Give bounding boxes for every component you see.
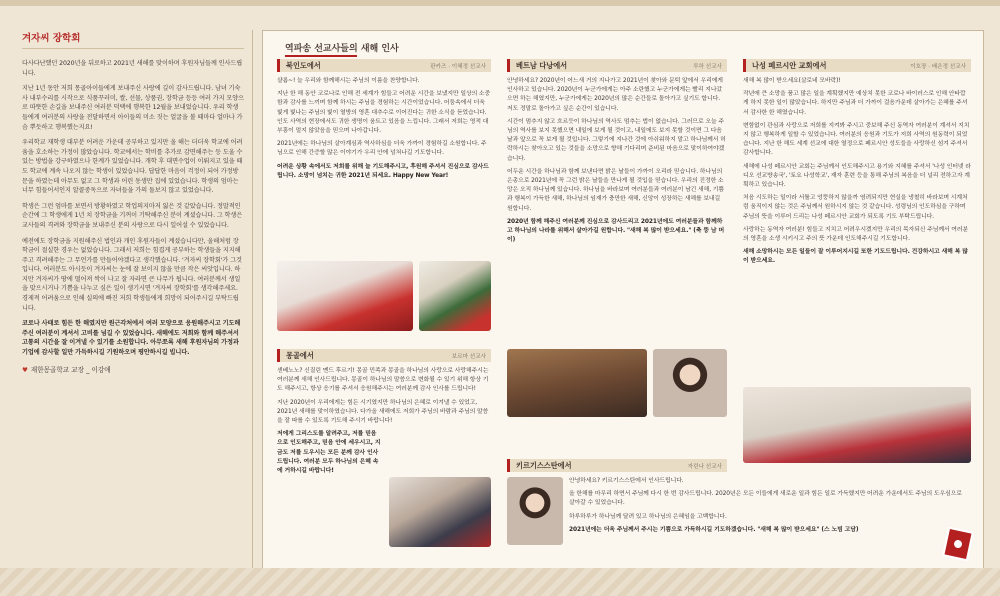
bottom-pattern (0, 568, 1000, 596)
paragraph: 새해 복 많이 받으세요(살로네 모바락)! (743, 78, 841, 84)
top-stripe (0, 0, 1000, 6)
paragraph: 하루하루가 하나님께 달려 있고 하나님의 은혜임을 고백합니다. (569, 513, 727, 520)
section-body-north-india (277, 77, 491, 181)
paragraph: 올 한해를 마무리 하면서 주님께 다시 한 번 감사드립니다. 2020년은 모든 이들에게 새로운 일과 힘든 일로 가득했지만 어려운 가운데서도 주님의 도우심으로 살아갈 수 있었습니다. (569, 491, 962, 507)
section-title: 베트남 다낭에서 (516, 61, 568, 70)
vietnam-church-photo (507, 349, 647, 417)
signature-text: 재한몽골학교 교장 _ 이강애 (30, 365, 111, 374)
column-title: 겨자씨 장학회 (22, 30, 244, 49)
bold-paragraph: 2021년에는 더욱 주님께서 주시는 기쁨으로 가득하시길 기도하겠습니다. "새해 복 많이 받으세요" (스 노빔 고담) (569, 526, 859, 533)
paragraph: 센베노노? 신질린 멘드 후르기! 몽골 민족과 몽골을 하나님의 사랑으로 사랑해주시는 여러분께 새해 인사드립니다. 몽골이 하나님의 말씀으로 변화될 수 있기 위해 항상 기도 해주시고, 항상 응기를 주셔서 응원해주시는 여러분께 감사 인사를 드립니다! (277, 368, 489, 393)
north-india-group-photo (277, 261, 413, 331)
column-3 (743, 59, 971, 271)
column-1 (277, 59, 491, 185)
new-year-stamp-icon (942, 527, 974, 562)
signature (22, 364, 244, 374)
section-header-kyrgyzstan (507, 459, 727, 472)
bold-paragraph: 어려운 상황 속에서도 저희를 위해 늘 기도해주시고, 후원해 주셔서 진심으로 감사드립니다. 소망이 넘치는 귀한 2021년 되세요. Happy New Year! (277, 163, 489, 179)
section-title: 몽골에서 (286, 351, 314, 360)
section-author: 자린나 선교사 (687, 464, 722, 470)
paragraph: 예전에도 장학금을 지원해주신 법인과 개인 후원자들이 계셨습니다만, 올해처럼 장학금이 절실한 경우는 없었습니다. 그래서 저희는 힘겹게 공부하는 학생들을 지지해주고 격려해주는 그 무언가를 만들어야겠다고 생각했습니다. '겨자씨 장학회'가 그것입니다. 여러분도 아시듯이 겨자씨는 눈에 잘 보이지 않을 만큼 작은 씨앗입니다. 하지만 겨자씨가 땅에 떨어져 싹이 나고 잘 자라면 큰 나무가 됩니다. 여러분께서 생일을 맞으시거나 기쁨을 나누고 싶은 일이 생기시면 '겨자씨 장학회'를 생각해주세요. 경제적 어려움으로 인해 실의에 빠진 저희 학생들에게 희망이 되어주시길 부탁드립니다. (22, 237, 242, 312)
section-body-vietnam (507, 77, 727, 245)
paragraph: 학생은 그런 엄마를 보면서 방황하였고 학업의지마저 잃은 것 같았습니다. 정말적인 순간에 그 학생에게 1년 치 장학금을 기꺼이 기탁해주신 분이 계셨습니다. 그 학생은 교사들의 격려와 장학금을 보내주신 분의 사랑으로 다시 일어설 수 있었습니다. (22, 202, 243, 229)
paragraph: 작년에 큰 소망을 품고 많은 일을 계획했지만 예상치 못한 코로나 바이러스로 인해 안타깝게 하지 못한 일이 많았습니다. 하지만 주님과 더 가까이 걸음가운데 살아가는 은혜를 주셔서 감사한 한 해였습니다. (743, 91, 968, 116)
north-india-family-photo (419, 261, 491, 331)
section-title: 나성 페르시안 교회에서 (752, 61, 827, 70)
paragraph: 처음 시도하는 일이라 서툴고 엉뚱하지 않을까 염려되지만 현실을 냉철히 바라보며 시계처럼 움직이지 않는 것은 주님께서 원하시지 않는 것 같습니다. 성령님의 인도하심을 구하며 주님의 뜻을 이루어 드리는 나성 페르시안 교회가 되도록 기도 부탁드립니다. (743, 195, 968, 220)
vietnam-portrait-photo (653, 349, 727, 417)
section-header-persian-church (743, 59, 971, 72)
closing-paragraph: 코로나 사태로 힘든 한 해였지만 원근각처에서 여러 모양으로 응원해주시고 기도해주신 여러분이 계셔서 고비를 넘길 수 있었습니다. 새해에도 저희와 함께 해주셔서 고통의 시간을 잘 이겨낼 수 있기를 소원합니다. 아무쪼록 새해 후원자님의 가정과 기업에 감사할 일만 가득하시길 기원하오며 평안하시길 빕니다. (22, 320, 241, 357)
paragraph: 지난 1년 동안 저희 몽골아이들에게 보내주신 사랑에 깊이 감사드립니다. 남녀 기숙사 내부수리를 시작으로 식품꾸러미, 쌀, 선물, 상품권, 장학금 등등 여러 가지 모양으로 따뜻한 손길을 보내주신 여러분 덕택에 행복한 12월을 보내었습니다. 우리 학생들에게 여러분의 사랑을 전달하면서 아이들의 미소 짓는 얼굴을 볼 때마다 얼마나 가슴 뿌듯하고 행복했는지요! (22, 85, 244, 131)
paragraph: 사랑하는 동역자 여러분! 힘들고 지치고 어려우시겠지만 우리의 목자되신 주님께서 여러분의 영혼을 소생 시키시고 주의 뜻 가운데 인도해주시길 기도합니다. (743, 226, 969, 243)
paragraph: 샬롬~! 늘 우리와 함께해시는 주님의 이름을 찬양합니다. (277, 78, 420, 84)
mongolia-group-photo (389, 477, 491, 547)
heart-icon: ♥ (22, 365, 28, 374)
section-author: 이호장 · 배은정 선교사 (910, 64, 966, 70)
paragraph: 어두운 시간을 하나님과 함께 보낸다면 밝은 날들이 가까이 오리라 믿습니다. 하나님의 은총으로 2021년에 꼭 그런 밝은 날들을 만나게 될 것입을 믿습니다. 우리의 진정한 소망은 오직 하나님께 있습니다. 하나님을 바라보며 여러분들과 여러분이 남긴 새해, 기쁨과 행복이 가득한 새해, 하나님의 임재가 충만한 새해, 신앙이 성장하는 새해를 보내길 원합니다. (507, 168, 724, 212)
section-header-north-india (277, 59, 491, 72)
persian-church-group-photo (743, 387, 971, 463)
paragraph: 시간이 멈추지 않고 흐르듯이 하나님의 역사도 멈추는 법이 없습니다. 그러므로 오늘 주님의 역사를 보지 못했으면 내일에 보게 될 것이고, 내일에도 보지 못할 것이면 그 다음날과 앞으로 꼭 보게 될 것입니다. 그렇기에 지나간 것에 아쉬워하지 말고 하나님께서 허락하시는 찾아오고 있는 것들을 소망으로 향해 기다리며 준비된 마음으로 맞이하여야겠습니다. (507, 118, 726, 162)
section-body-mongolia (277, 367, 491, 426)
paragraph: 우리학교 재학생 대부분 어려운 가운데 공부하고 있지만 올 해는 더더욱 학교에 어려움을 호소하는 가정이 많았습니다. 학교에서는 학비를 추가로 감면해주는 등 도울 수 있는 방법을 강구하였으나 한계가 있었습니다. 개학 후 대면수업이 이뤄지고 있을 때도 학교에 계속 나오지 않는 학생이 있었습니다. 답답한 마음이 걱정이 되어 가정방문을 하였는데 아무도 없고 그 학생과 어린 동생만 집에 있었습니다. 학생의 엄마는 너무 힘들어서인지 알콜중독으로 자녀들을 가의 돌보지 않고 있었습니다. (22, 139, 243, 195)
missionary-greetings-panel (262, 30, 984, 570)
section-title: 북인도에서 (286, 61, 321, 70)
section-title: 키르기스스탄에서 (516, 461, 572, 470)
section-body-persian-church (743, 77, 971, 267)
kyrgyzstan-portrait-photo (507, 477, 563, 545)
column-divider (252, 30, 253, 570)
section-author: 보르마 선교사 (451, 354, 486, 360)
section-author: 판카즈 · 이혜정 선교사 (430, 64, 486, 70)
mustard-seed-column (22, 30, 244, 572)
paragraph: 지난 2020년이 우리에게는 힘든 시기였지만 하나님의 은혜로 이겨낼 수 있었고, 2021년 새해를 맞이하였습니다. 다가올 새해에도 저희가 주님의 바람과 주님의 말씀을 잘 따를 수 있도록 기도해 주시기 바랍니다! (277, 399, 489, 425)
paragraph: 새해에 나성 페르시안 교회는 주님께서 인도해주시고 용기와 지혜를 주셔서 '나성 인터넷 라디오 선교방송국', '토요 나성학교', 재자 훈련 등을 통해 주님의 복음을 더 널리 전하고자 계획하고 있습니다. (743, 163, 971, 189)
paragraph: 안녕하세요? 2020년이 어느새 거의 지나가고 2021년이 찾아와 문턱 앞에서 우리에게 인사하고 있습니다. 2020년이 누군가에게는 아주 소란했고 누군가에게는 빨리 지나갔으면 하는 해였지만, 누군가에게는 2020년의 많은 순간들로 돌아가고 싶기도 합니다. 저도 정말로 돌아가고 싶은 순간이 있습니다. (507, 78, 723, 112)
paragraph: 변함없이 관심과 사랑으로 저희를 지켜봐 주시고 중보해 주신 동역자 여러분이 계셔서 지치지 않고 행복하게 일할 수 있었습니다. 여러분의 응원과 기도가 저희 사역의 원동력이 되었습니다. 지난 한 해도 세계 선교에 대한 열정으로 페르시안 성도들을 사랑하신 섬겨 주셔서 감사합니다. (743, 122, 970, 157)
bold-paragraph: 저에게 그리스도를 알려주고, 저를 믿음으로 인도해주고, 믿음 안에 세우시고, 지금도 저를 도우시는 모든 분께 감사 인사드립니다. 여러분 모두 하나님의 은혜 속에 거하시길 바랍니다! (277, 431, 381, 475)
column-2 (507, 59, 727, 249)
column-1-lower (277, 349, 491, 480)
paragraph: 지난 한 해 동안 코로나로 인해 전 세계가 힘들고 어려운 시간을 보냈지만 일상의 소중함과 감사를 느끼며 함께 하시는 주님을 경험하는 시간이었습니다. 어둠속에서 더욱 빛게 빛나는 주님의 빛이 열방의 영혼 대추수로 이어진다는 귀한 소식을 듣었습니다. 인도 사역의 현장에서도 귀한 생명이 움트고 있음을 느낍니다. 그래서 저희는 영적 대부흥이 멀지 않았음을 믿으며 나아갑니다. (277, 91, 491, 135)
paragraph: 안녕하세요? 키르기스스탄에서 인사드립니다. (569, 478, 684, 484)
section-header-vietnam (507, 59, 727, 72)
paragraph: 2021년에는 하나님의 살아계심과 역사하심을 더욱 가까이 경험하길 소원합니다. 주님으로 인해 간증할 많은 이야기가 우리 안에 넘쳐나길 기도합니다. (277, 141, 487, 157)
mongolia-bold-block (277, 430, 381, 476)
section-author: 투하 선교사 (693, 64, 722, 70)
section-body-kyrgyzstan (569, 477, 969, 539)
paragraph: 다사다난했던 2020년을 뒤로하고 2021년 새해를 맞이하며 후원자님들께 인사드립니다. (22, 60, 243, 77)
bold-paragraph: 2020년 함께 해주신 여러분께 진심으로 감사드리고 2021년에도 여러분들과 함께하고 하나님의 나라를 위해서 살아가길 원합니다. "새해 복 많이 받으세요." (축 뚱 남 머이) (507, 218, 725, 244)
panel-title: 역파송 선교사들의 새해 인사 (285, 41, 399, 54)
bold-paragraph: 새해 소망하시는 모든 일들이 잘 이루어지시길 또한 기도드립니다. 건강하시고 새해 복 많이 받으세요. (743, 249, 968, 265)
section-header-mongolia (277, 349, 491, 362)
